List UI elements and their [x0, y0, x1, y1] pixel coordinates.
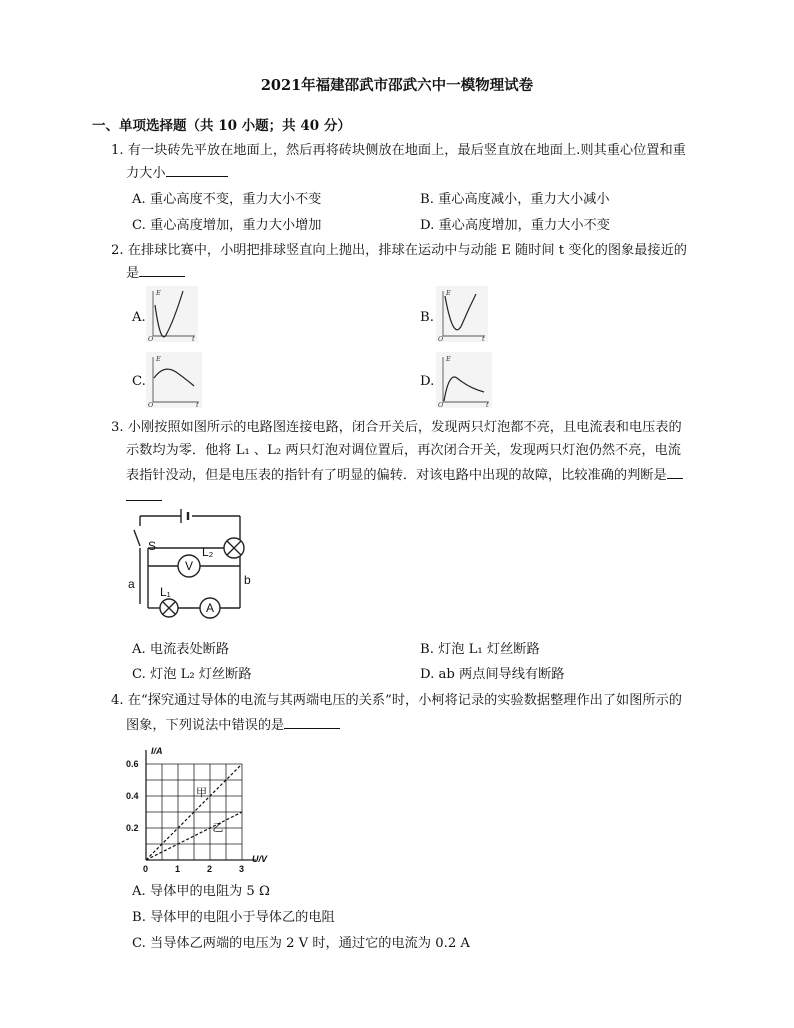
axis-label: E — [446, 355, 451, 363]
voltmeter-label: V — [185, 559, 194, 573]
option-c[interactable]: C. 当导体乙两端的电压为 2 V 时，通过它的电流为 0.2 A — [132, 936, 470, 951]
origin-label: O — [438, 401, 444, 408]
y-tick-label: 0.6 — [126, 759, 139, 769]
option-c[interactable]: C. 重心高度增加，重力大小增加 — [132, 218, 322, 233]
option-c[interactable]: C. 灯泡 L₂ 灯丝断路 — [132, 667, 252, 682]
option-d[interactable]: D. — [420, 374, 435, 389]
option-a[interactable]: A. — [132, 310, 146, 325]
axis-label: E — [156, 289, 161, 297]
option-c[interactable]: C. — [132, 374, 146, 389]
x-tick-label: 1 — [175, 864, 181, 874]
question-2-line-2 — [126, 262, 185, 284]
question-3-text-end: 表指针没动，但是电压表的指针有了明显的偏转．对该电路中出现的故障，比较准确的判断是 — [126, 468, 667, 483]
option-d[interactable]: D. ab 两点间导线有断路 — [420, 667, 565, 682]
graph-d-energy-time — [436, 352, 492, 408]
page-title: 2021年福建邵武市邵武六中一模物理试卷 — [260, 77, 534, 94]
option-a[interactable]: A. 电流表处断路 — [132, 642, 230, 657]
ammeter-label: A — [206, 601, 215, 615]
answer-blank[interactable] — [126, 486, 162, 501]
origin-label: O — [148, 335, 154, 342]
lamp-l2-label: L₂ — [202, 545, 214, 559]
option-b[interactable]: B. 灯泡 L₁ 灯丝断路 — [420, 642, 540, 657]
lamp-l1-label: L₁ — [160, 585, 171, 599]
option-d[interactable]: D. 重心高度增加，重力大小不变 — [420, 218, 610, 233]
section-heading: 一、单项选择题（共 10 小题；共 40 分） — [92, 118, 351, 134]
answer-blank-continued[interactable] — [126, 486, 162, 505]
answer-blank[interactable] — [139, 262, 185, 277]
y-tick-label: 0.2 — [126, 823, 139, 833]
graph-b-energy-time — [436, 286, 488, 342]
origin-label: O — [148, 401, 154, 408]
option-b[interactable]: B. 重心高度减小，重力大小减小 — [420, 192, 610, 207]
graph-a-energy-time — [146, 286, 198, 342]
axis-label: E — [446, 289, 451, 297]
x-axis-label: U/V — [252, 854, 268, 864]
circuit-diagram — [126, 508, 256, 626]
series-label: 乙 — [212, 821, 224, 835]
node-a-label: a — [128, 577, 135, 591]
current-voltage-chart — [122, 736, 282, 880]
question-3-line-1: 3. 小刚按照如图所示的电路图连接电路，闭合开关后，发现两只灯泡都不亮，且电流表和电压表的 — [111, 420, 682, 435]
origin-label: O — [438, 335, 444, 342]
x-tick-label: 3 — [239, 864, 245, 874]
question-4-text-end: 图象，下列说法中错误的是 — [126, 718, 285, 733]
answer-blank[interactable] — [667, 464, 683, 479]
y-tick-label: 0.4 — [126, 791, 139, 801]
answer-blank[interactable] — [284, 714, 340, 729]
question-2-line-1: 2. 在排球比赛中，小明把排球竖直向上抛出，排球在运动中与动能 E 随时间 t 变化的图象最接近的 — [111, 243, 687, 258]
axis-label: E — [156, 355, 161, 363]
answer-blank[interactable] — [166, 162, 228, 177]
lamp-l1-icon — [160, 599, 178, 617]
option-b[interactable]: B. 导体甲的电阻小于导体乙的电阻 — [132, 910, 335, 925]
graph-c-energy-time — [146, 352, 202, 408]
x-tick-label: 0 — [143, 864, 149, 874]
switch-label: S — [148, 539, 157, 553]
axis-label: t — [482, 335, 485, 342]
axis-label: t — [196, 401, 199, 408]
axis-label: t — [192, 335, 195, 342]
y-axis-label: I/A — [151, 746, 163, 756]
option-a[interactable]: A. 导体甲的电阻为 5 Ω — [132, 884, 270, 899]
question-1-line-2 — [126, 162, 228, 184]
option-a[interactable]: A. 重心高度不变，重力大小不变 — [132, 192, 322, 207]
question-4-line-2 — [126, 714, 340, 736]
x-tick-label: 2 — [207, 864, 213, 874]
question-2-text-end: 是 — [126, 266, 140, 281]
lamp-l2-icon — [224, 538, 244, 558]
question-1-text-end: 力大小 — [126, 166, 166, 181]
question-3-line-2: 示数均为零．他将 L₁ 、L₂ 两只灯泡对调位置后，再次闭合开关，发现两只灯泡仍然不亮，电流 — [126, 443, 681, 458]
node-b-label: b — [244, 573, 251, 587]
question-3-line-3 — [126, 464, 683, 486]
question-4-line-1: 4. 在“探究通过导体的电流与其两端电压的关系”时，小柯将记录的实验数据整理作出了如图所示的 — [111, 693, 682, 708]
axis-label: t — [486, 401, 489, 408]
question-1-line-1: 1. 有一块砖先平放在地面上，然后再将砖块侧放在地面上，最后竖直放在地面上.则其重心位置和重 — [111, 143, 686, 158]
series-label: 甲 — [196, 786, 207, 799]
option-b[interactable]: B. — [420, 310, 434, 325]
